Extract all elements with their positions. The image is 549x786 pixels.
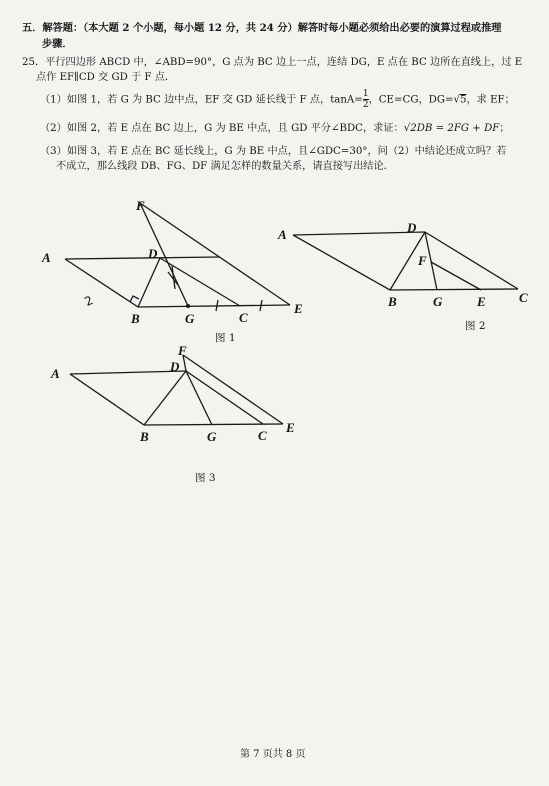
q1-text-c: ，求 EF； [466, 94, 515, 106]
section-title-cont: 步骤． [42, 38, 73, 50]
fig2-caption: 图 2 [465, 320, 486, 332]
fig2-label-B: B [388, 294, 397, 309]
question-1: （1）如图 1，若 G 为 BC 边中点，EF 交 GD 延长线于 F 点，tanA= $\frac{1}{2}$ ，CE=CG，DG=√5，求 EF； [40, 89, 515, 110]
q1-sqrt-value: 5 [460, 94, 467, 106]
fig1-caption: 图 1 [215, 332, 236, 344]
q2-text-a: （2）如图 2，若 E 点在 BC 边上，G 为 BE 中点，且 GD 平分∠BDC，求证： [40, 123, 404, 134]
q1-text-a: （1）如图 1，若 G 为 BC 边中点，EF 交 GD 延长线于 F 点，tanA= [40, 94, 363, 106]
fig3-label-E: E [286, 420, 295, 435]
question-3-line1: （3）如图 3，若 E 点在 BC 延长线上，G 为 BE 中点，且∠GDC=30°，问（2）中结论还成立吗？若 [40, 146, 507, 157]
fig3-label-B: B [140, 429, 149, 444]
fig1-scribble: 2 [82, 293, 96, 309]
q1-frac-den: 2 [362, 100, 369, 110]
problem-stem-line1: 25．平行四边形 ABCD 中，∠ABD=90°，G 点为 BC 边上一点，连结 DG，E 点在 BC 边所在直线上，过 E [22, 57, 523, 68]
problem-stem-line2: 点作 EF∥CD 交 GD 于 F 点． [36, 72, 176, 83]
fig2-label-C: C [519, 290, 528, 305]
fig2-label-D: D [407, 220, 417, 235]
fig2-label-A: A [278, 227, 287, 242]
fig3-caption: 图 3 [195, 472, 216, 484]
q1-text-b: ，CE=CG，DG= [368, 94, 454, 106]
q2-formula: √2DB = 2FG + DF [403, 123, 500, 134]
fig3-label-C: C [258, 428, 267, 443]
question-3-line2: 不成立，那么线段 DB、FG、DF 满足怎样的数量关系，请直接写出结论． [56, 161, 394, 172]
fig2-label-F: F [418, 253, 427, 268]
fig1-label-F: F [136, 198, 145, 213]
q2-text-b: ； [499, 123, 510, 134]
fig3-label-G: G [207, 429, 217, 444]
fig1-label-D: D [148, 246, 158, 261]
fig3-label-A: A [51, 366, 60, 381]
fig1-label-E: E [294, 301, 303, 316]
fig1-label-G: G [185, 311, 195, 326]
fig1-label-B: B [131, 311, 140, 326]
fig3-label-F: F [178, 343, 187, 358]
page-number: 第 7 页共 8 页 [240, 749, 306, 760]
fig2-label-G: G [433, 294, 443, 309]
fig1-label-C: C [239, 310, 248, 325]
section-title: 五．解答题：（本大题 2 个小题，每小题 12 分，共 24 分）解答时每小题必须给出必要的演算过程或推理 [22, 22, 502, 34]
fig1-label-A: A [42, 250, 51, 265]
fig3-label-D: D [170, 359, 180, 374]
q1-frac-num: 1 [362, 89, 369, 99]
fig2-label-E: E [477, 294, 486, 309]
